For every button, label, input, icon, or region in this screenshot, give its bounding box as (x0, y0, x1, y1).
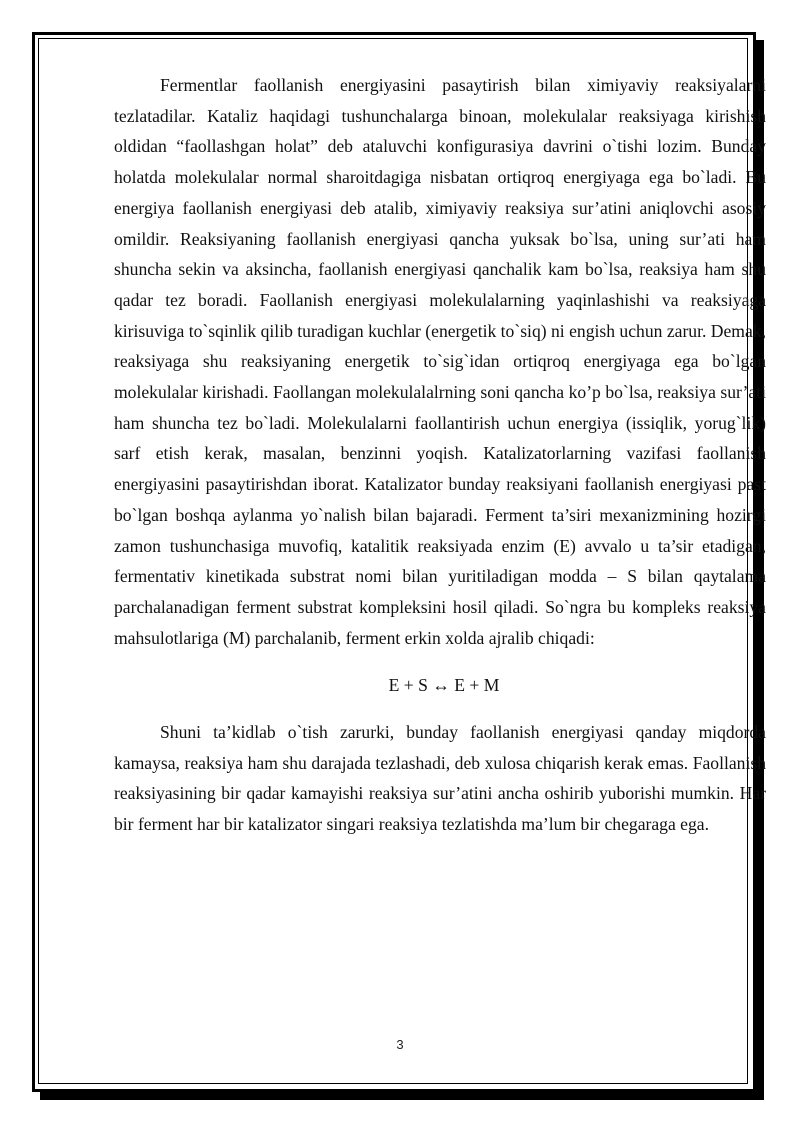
document-body (114, 70, 766, 840)
paragraph-1: Fermentlar faollanish energiyasini pasaytirish bilan ximiyaviy reaksiyalarni tezlatadilar. Kataliz haqidagi tushunchalarga binoan, molekulalar reaksiyaga kirishish oldidan “faollashgan holat” deb ataluvchi konfigurasiya davrini o`tishi lozim. Bunday holatda molekulalar normal sharoitdagiga nisbatan ortiqroq energiyaga ega bo`ladi. Bu energiya faollanish energiyasi deb atalib, ximiyaviy reaksiya sur’atini aniqlovchi asosiy omildir. Reaksiyaning faollanish energiyasi qancha yuksak bo`lsa, uning sur’ati ham shuncha sekin va aksincha, faollanish energiyasi qanchalik kam bo`lsa, reaksiya ham shu qadar tez boradi. Faollanish energiyasi molekulalarning yaqinlashishi va reaksiyaga kirisuviga to`sqinlik qilib turadigan kuchlar (energetik to`siq) ni engish uchun zarur. Demak, reaksiyaga shu reaksiyaning energetik to`sig`idan ortiqroq energiyaga ega bo`lgan molekulalar kirishadi. Faollangan molekulalalrning soni qancha ko’p bo`lsa, reaksiya sur’ati ham shuncha tez bo`ladi. Molekulalarni faollantirish uchun energiya (issiqlik, yorug`lik) sarf etish kerak, masalan, benzinni yoqish. Katalizatorlarning vazifasi faollanish energiyasini pasaytirishdan iborat. Katalizator bunday reaksiyani faollanish energiyasi past bo`lgan boshqa aylanma yo`nalish bilan bajaradi. Ferment ta’siri mexanizmining hozirgi zamon tushunchasiga muvofiq, katalitik reaksiyada enzim (E) avvalo u ta’sir etadigan, fermentativ kinetikada substrat nomi bilan yuritiladigan modda – S bilan qaytalama parchalanadigan ferment substrat kompleksini hosil qiladi. So`ngra bu kompleks reaksiya mahsulotlariga (M) parchalanib, ferment erkin xolda ajralib chiqadi: (114, 75, 766, 648)
reaction-formula: E + S ↔ E + M (388, 675, 500, 696)
page-number: 3 (396, 1037, 404, 1052)
paragraph-2: Shuni ta’kidlab o`tish zarurki, bunday faollanish energiyasi qanday miqdorda kamaysa, reaksiya ham shu darajada tezlashadi, deb xulosa chiqarish kerak emas. Faollanish reaksiyasining bir qadar kamayishi reaksiya sur’atini ancha oshirib yuborishi mumkin. Har bir ferment har bir katalizator singari reaksiya tezlatishda ma’lum bir chegaraga ega. (114, 722, 766, 835)
